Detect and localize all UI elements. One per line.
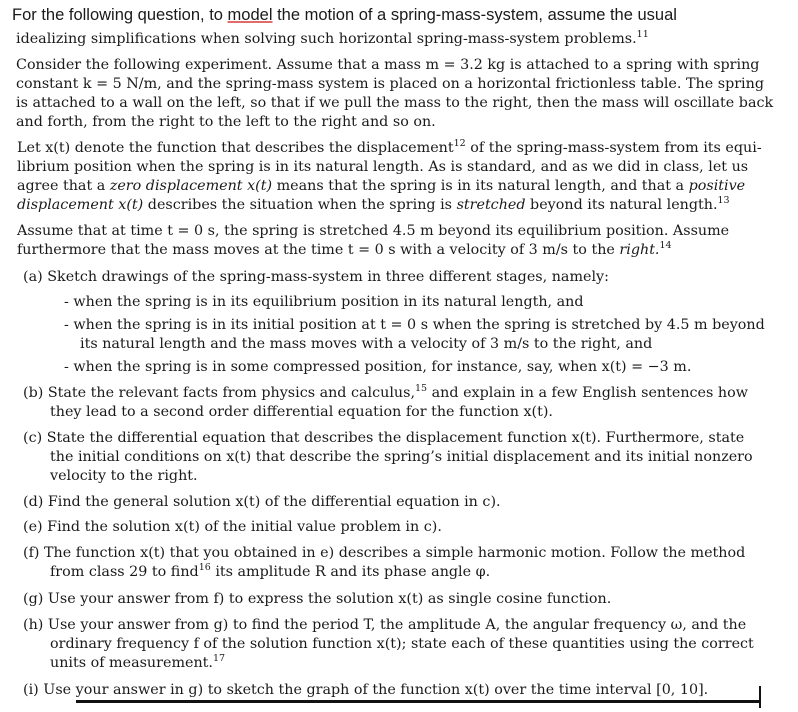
footnote-17[interactable]: 17: [212, 653, 226, 665]
item-a-bullet-1: - when the spring is in its equilibrium position in its natural length, and: [64, 294, 584, 310]
item-a: (a) Sketch drawings of the spring-mass-system in three different stages, namely:: [23, 269, 609, 285]
item-f: (f) The function x(t) that you obtained in e) describes a simple harmonic motion. Follow the method: [23, 545, 746, 561]
para2-line-1: Let x(t) denote the function that describes the displacement$^{12}$ of the spring-mass-system from its equi-: [17, 138, 762, 156]
item-i-label: (i): [23, 682, 39, 698]
para3-line-1: Assume that at time t = 0 s, the spring is stretched 4.5 m beyond its equilibrium position. Assume: [17, 223, 730, 239]
text-cursor: [759, 686, 761, 708]
intro-line-2: idealizing simplifications when solving such horizontal spring-mass-system problems.$^{11}$: [16, 29, 649, 47]
item-e: (e) Find the solution x(t) of the initial value problem in c).: [23, 519, 442, 535]
footnote-16[interactable]: 16: [198, 562, 211, 574]
item-f-label: (f): [23, 545, 40, 561]
para2-line-4: displacement x(t) describes the situation when the spring is stretched beyond its natural length.$^{13}$: [17, 195, 730, 213]
para1-line-3: is attached to a wall on the left, so that if we pull the mass to the right, then the mass will oscillate back: [16, 95, 774, 111]
para1-line-1: Consider the following experiment. Assume that a mass m = 3.2 kg is attached to a spring with spring: [16, 57, 760, 73]
item-c-cont-1: the initial conditions on x(t) that describe the spring’s initial displacement and its initial nonzero: [50, 449, 753, 465]
item-a-bullet-2-cont: its natural length and the mass moves with a velocity of 3 m/s to the right, and: [80, 336, 653, 352]
footnote-12[interactable]: 12: [453, 138, 466, 150]
para1-line-4: and forth, from the right to the left to the right and so on.: [16, 114, 436, 130]
item-a-bullet-2: - when the spring is in its initial position at t = 0 s when the spring is stretched by 4.5 m beyond: [64, 317, 765, 333]
footnote-11[interactable]: 11: [636, 29, 649, 41]
model-word: model: [227, 6, 273, 24]
item-c: (c) State the differential equation that describes the displacement function x(t). Furthermore, state: [23, 430, 745, 446]
footnote-14[interactable]: 14: [659, 240, 672, 252]
item-h-cont-2: units of measurement.$^{17}$: [50, 653, 226, 671]
footnote-15[interactable]: 15: [415, 383, 428, 395]
item-d: (d) Find the general solution x(t) of the differential equation in c).: [23, 494, 501, 510]
item-b-cont: they lead to a second order differential equation for the function x(t).: [50, 404, 553, 420]
para1-line-2: constant k = 5 N/m, and the spring-mass system is placed on a horizontal frictionless table. The spring: [16, 76, 764, 92]
item-i: (i) Use your answer in g) to sketch the graph of the function x(t) over the time interval [0, 10].: [23, 682, 709, 698]
item-b-label: (b): [23, 385, 44, 401]
item-h-cont-1: ordinary frequency f of the solution function x(t); state each of these quantities using the correct: [50, 636, 754, 652]
item-c-cont-2: velocity to the right.: [50, 468, 198, 484]
item-f-cont: from class 29 to find$^{16}$ its amplitude R and its phase angle φ.: [50, 562, 491, 580]
para3-line-2: furthermore that the mass moves at the time t = 0 s with a velocity of 3 m/s to the right.$^{14}$: [17, 240, 672, 258]
item-g: (g) Use your answer from f) to express the solution x(t) as single cosine function.: [23, 591, 612, 607]
item-c-label: (c): [23, 430, 43, 446]
item-a-bullet-3: - when the spring is in some compressed position, for instance, say, when x(t) = −3 m.: [64, 359, 692, 375]
footnote-13[interactable]: 13: [717, 195, 730, 207]
para2-line-3: agree that a zero displacement x(t) means that the spring is in its natural length, and that a positive: [17, 178, 746, 194]
item-g-label: (g): [23, 591, 44, 607]
item-h-label: (h): [23, 617, 44, 633]
item-h: (h) Use your answer from g) to find the period T, the amplitude A, the angular frequency ω, and the: [23, 617, 747, 633]
item-d-label: (d): [23, 494, 44, 510]
item-a-label: (a): [23, 269, 43, 285]
selection-bar: [76, 700, 760, 703]
intro-line-1: For the following question, to model the motion of a spring-mass-system, assume the usual: [12, 6, 677, 24]
para2-line-2: librium position when the spring is in its natural length. As is standard, and as we did in class, let us: [17, 159, 749, 175]
item-b: (b) State the relevant facts from physics and calculus,$^{15}$ and explain in a few English sentences how: [23, 383, 748, 401]
item-e-label: (e): [23, 519, 43, 535]
